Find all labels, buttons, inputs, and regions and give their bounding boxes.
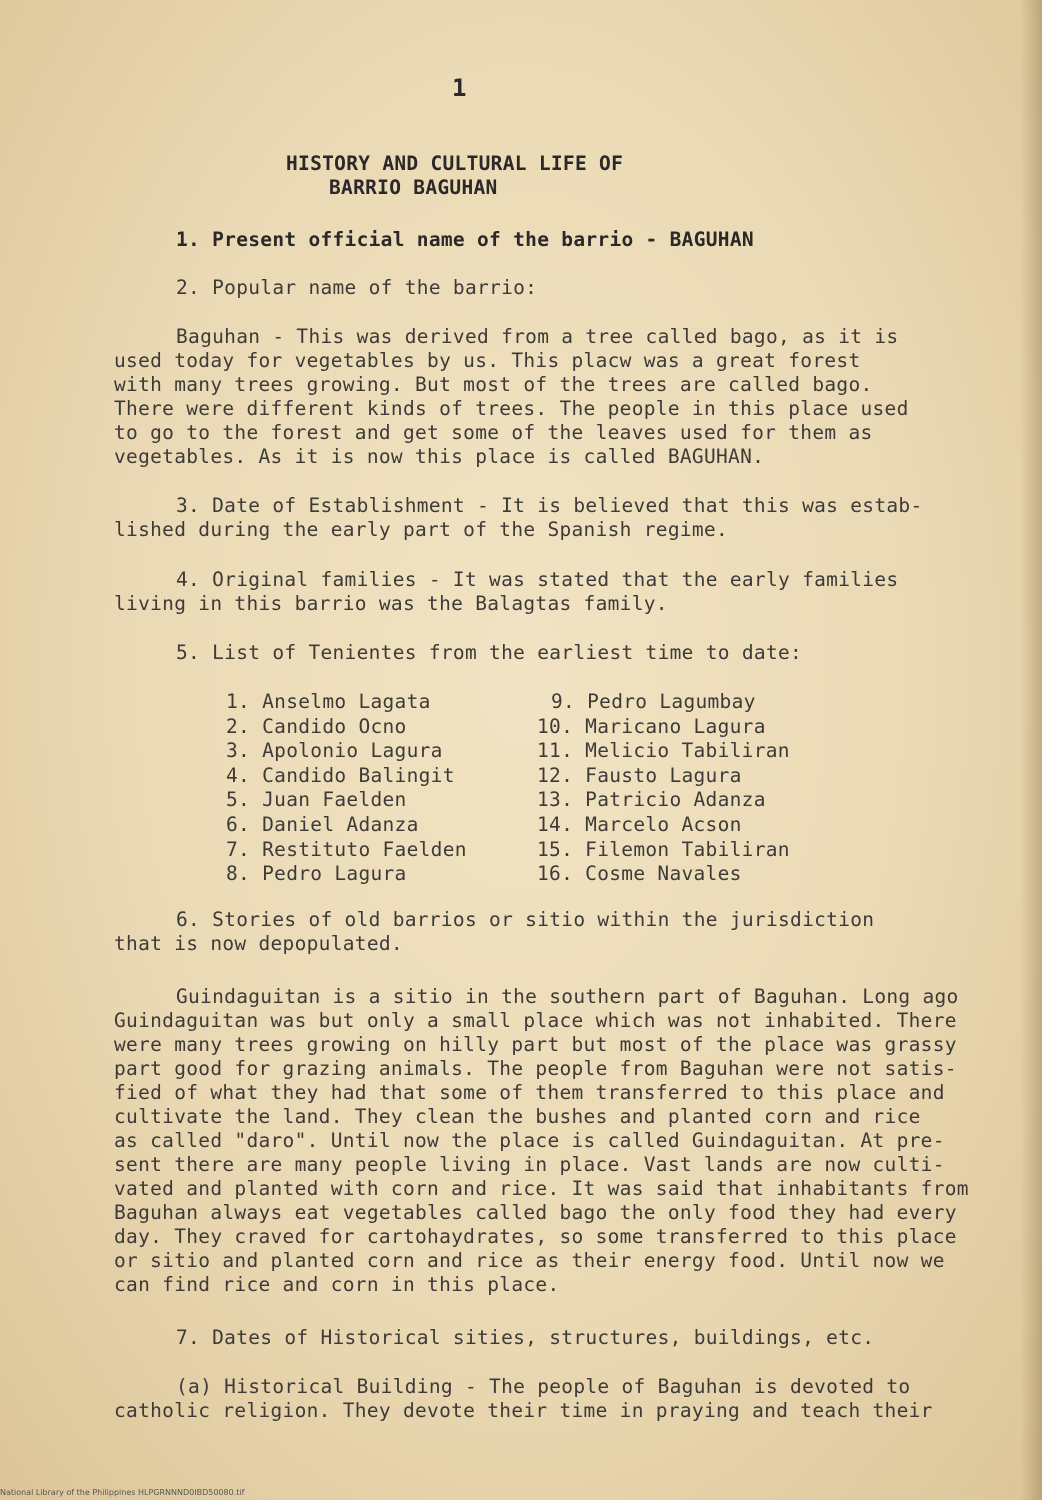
para-guindaguitan-line: can find rice and corn in this place.: [114, 1273, 560, 1296]
item-6-line: 6. Stories of old barrios or sitio within the jurisdiction: [176, 908, 875, 931]
item-2-popular-name: 2. Popular name of the barrio:: [176, 276, 538, 299]
item-3-line: 3. Date of Establishment - It is believed that this was estab-: [176, 494, 923, 517]
title-line-1: HISTORY AND CULTURAL LIFE OF: [286, 152, 624, 175]
scan-footer: National Library of the Philippines HLPGRNNND0IBD50080.tif: [0, 1488, 245, 1497]
teniente-entry: 6. Daniel Adanza: [226, 812, 419, 836]
para-guindaguitan-line: were many trees growing on hilly part but most of the place was grassy: [114, 1033, 957, 1056]
item-5-tenientes-heading: 5. List of Tenientes from the earliest time to date:: [176, 641, 803, 664]
teniente-entry: 8. Pedro Lagura: [226, 862, 407, 886]
para-guindaguitan-line: cultivate the land. They clean the bushes and planted corn and rice: [114, 1105, 921, 1128]
item-6-line: that is now depopulated.: [114, 932, 403, 955]
teniente-entry: 13. Patricio Adanza: [537, 788, 766, 812]
para-baguhan-line: used today for vegetables by us. This placw was a great forest: [114, 349, 861, 372]
para-baguhan-line: vegetables. As it is now this place is called BAGUHAN.: [114, 445, 765, 468]
tenientes-left-column: [226, 690, 467, 887]
para-baguhan-line: Baguhan - This was derived from a tree called bago, as it is: [176, 325, 899, 348]
title-line-2: BARRIO BAGUHAN: [329, 176, 498, 199]
teniente-entry: 7. Restituto Faelden: [226, 837, 467, 861]
item-4-line: living in this barrio was the Balagtas family.: [114, 592, 668, 615]
para-baguhan-line: with many trees growing. But most of the trees are called bago.: [114, 373, 873, 396]
item-7a-line: (a) Historical Building - The people of Baguhan is devoted to: [176, 1375, 911, 1398]
teniente-entry: 3. Apolonio Lagura: [226, 739, 443, 763]
para-baguhan-line: There were different kinds of trees. The people in this place used: [114, 397, 909, 420]
item-3-line: lished during the early part of the Spanish regime.: [114, 518, 729, 541]
teniente-entry: 14. Marcelo Acson: [537, 812, 742, 836]
teniente-entry: 12. Fausto Lagura: [537, 763, 742, 787]
para-guindaguitan-line: day. They craved for cartohaydrates, so some transferred to this place: [114, 1225, 957, 1248]
teniente-entry: 4. Candido Balingit: [226, 763, 455, 787]
tenientes-right-column: [537, 690, 790, 887]
teniente-entry: 16. Cosme Navales: [537, 862, 742, 886]
page-number: 1: [452, 74, 467, 102]
para-guindaguitan-line: as called "daro". Until now the place is called Guindaguitan. At pre-: [114, 1129, 945, 1152]
para-guindaguitan-line: part good for grazing animals. The people from Baguhan were not satis-: [114, 1057, 957, 1080]
teniente-entry: 11. Melicio Tabiliran: [537, 739, 790, 763]
para-guindaguitan-line: Guindaguitan is a sitio in the southern part of Baguhan. Long ago: [176, 985, 959, 1008]
item-4-line: 4. Original families - It was stated that the early families: [176, 568, 899, 591]
teniente-entry: 15. Filemon Tabiliran: [537, 837, 790, 861]
para-guindaguitan-line: or sitio and planted corn and rice as their energy food. Until now we: [114, 1249, 945, 1272]
teniente-entry: 10. Maricano Lagura: [537, 714, 766, 738]
para-guindaguitan-line: Baguhan always eat vegetables called bago the only food they had every: [114, 1201, 957, 1224]
para-guindaguitan-line: Guindaguitan was but only a small place which was not inhabited. There: [114, 1009, 957, 1032]
teniente-entry: 9. Pedro Lagumbay: [551, 690, 756, 713]
item-7-heading: 7. Dates of Historical sities, structures, buildings, etc.: [176, 1326, 875, 1349]
item-1-official-name: 1. Present official name of the barrio - BAGUHAN: [176, 228, 754, 251]
para-baguhan-line: to go to the forest and get some of the leaves used for them as: [114, 421, 873, 444]
teniente-entry: 1. Anselmo Lagata: [226, 690, 431, 713]
teniente-entry: 2. Candido Ocno: [226, 714, 407, 738]
teniente-entry: 5. Juan Faelden: [226, 788, 407, 812]
para-guindaguitan-line: sent there are many people living in place. Vast lands are now culti-: [114, 1153, 945, 1176]
para-guindaguitan-line: fied of what they had that some of them transferred to this place and: [114, 1081, 945, 1104]
item-7a-line: catholic religion. They devote their time in praying and teach their: [114, 1399, 933, 1422]
para-guindaguitan-line: vated and planted with corn and rice. It was said that inhabitants from: [114, 1177, 969, 1200]
